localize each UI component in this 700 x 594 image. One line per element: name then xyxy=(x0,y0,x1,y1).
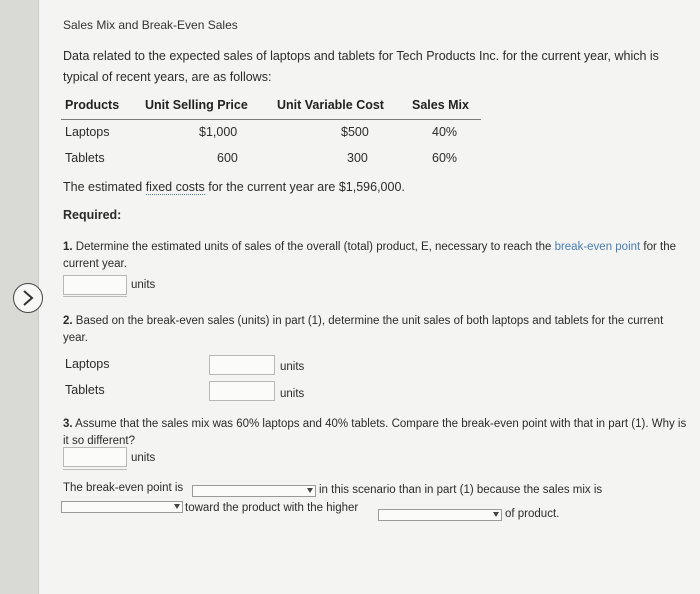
intro-text: Data related to the expected sales of laptops and tablets for Tech Products Inc. for the current year, which is typical of recent years, are as follows: xyxy=(63,49,659,84)
q3-units-input[interactable] xyxy=(63,447,127,467)
header-sales-mix: Sales Mix xyxy=(412,98,469,112)
q2-laptops-input[interactable] xyxy=(209,355,275,375)
question-1: 1. Determine the estimated units of sales of the overall (total) product, E, necessary to reach the break-even point for the current year. xyxy=(63,241,677,270)
q2-laptops-units: units xyxy=(280,361,305,373)
required-label: Required: xyxy=(63,208,122,222)
question-3: 3. Assume that the sales mix was 60% laptops and 40% tablets. Compare the break-even point with that in part (1). Why is it so different? xyxy=(63,418,687,447)
q3-margin-dropdown[interactable] xyxy=(378,509,502,521)
q2-tablets-units: units xyxy=(280,388,305,400)
q1-units-input[interactable] xyxy=(63,275,127,295)
row-laptops-mix: 40% xyxy=(432,125,458,139)
chevron-down-icon xyxy=(174,504,180,509)
row-tablets-mix: 60% xyxy=(432,151,458,165)
row-laptops-cost: $500 xyxy=(341,125,369,139)
q1-input-underline xyxy=(63,296,127,297)
page-title: Sales Mix and Break-Even Sales xyxy=(63,18,238,32)
q3-sentence-part1: The break-even point is xyxy=(63,482,184,494)
q3-sentence-part3: toward the product with the higher xyxy=(185,502,359,514)
break-even-point-link[interactable]: break-even point xyxy=(554,241,641,253)
expand-nav-button[interactable] xyxy=(13,283,43,313)
q2-tablets-input[interactable] xyxy=(209,381,275,401)
q3-input-underline xyxy=(63,469,127,470)
q3-higher-lower-dropdown[interactable] xyxy=(192,485,316,497)
row-laptops-product: Laptops xyxy=(65,125,110,139)
fixed-costs-term[interactable]: fixed costs xyxy=(145,180,205,194)
fixed-costs-text: The estimated fixed costs for the current year are $1,596,000. xyxy=(63,180,405,194)
chevron-down-icon xyxy=(307,488,313,493)
chevron-down-icon xyxy=(493,512,499,517)
header-products: Products xyxy=(65,98,120,112)
q3-sentence-part4: of product. xyxy=(505,508,560,520)
problem-page xyxy=(38,0,700,594)
question-2: 2. Based on the break-even sales (units) in part (1), determine the unit sales of both laptops and tablets for the current year. xyxy=(63,315,664,344)
q3-shift-dropdown[interactable] xyxy=(61,501,183,513)
row-tablets-cost: 300 xyxy=(347,151,368,165)
q1-units-label: units xyxy=(131,279,156,291)
header-unit-selling-price: Unit Selling Price xyxy=(145,98,248,112)
header-unit-variable-cost: Unit Variable Cost xyxy=(277,98,384,112)
q2-tablets-label: Tablets xyxy=(65,383,105,397)
row-tablets-price: 600 xyxy=(217,151,238,165)
q3-sentence-part2: in this scenario than in part (1) because the sales mix is xyxy=(319,484,603,496)
table-divider xyxy=(61,119,481,120)
q3-units-label: units xyxy=(131,452,156,464)
q2-laptops-label: Laptops xyxy=(65,357,110,371)
row-tablets-product: Tablets xyxy=(65,151,105,165)
chevron-right-icon xyxy=(22,290,34,306)
row-laptops-price: $1,000 xyxy=(199,125,238,139)
